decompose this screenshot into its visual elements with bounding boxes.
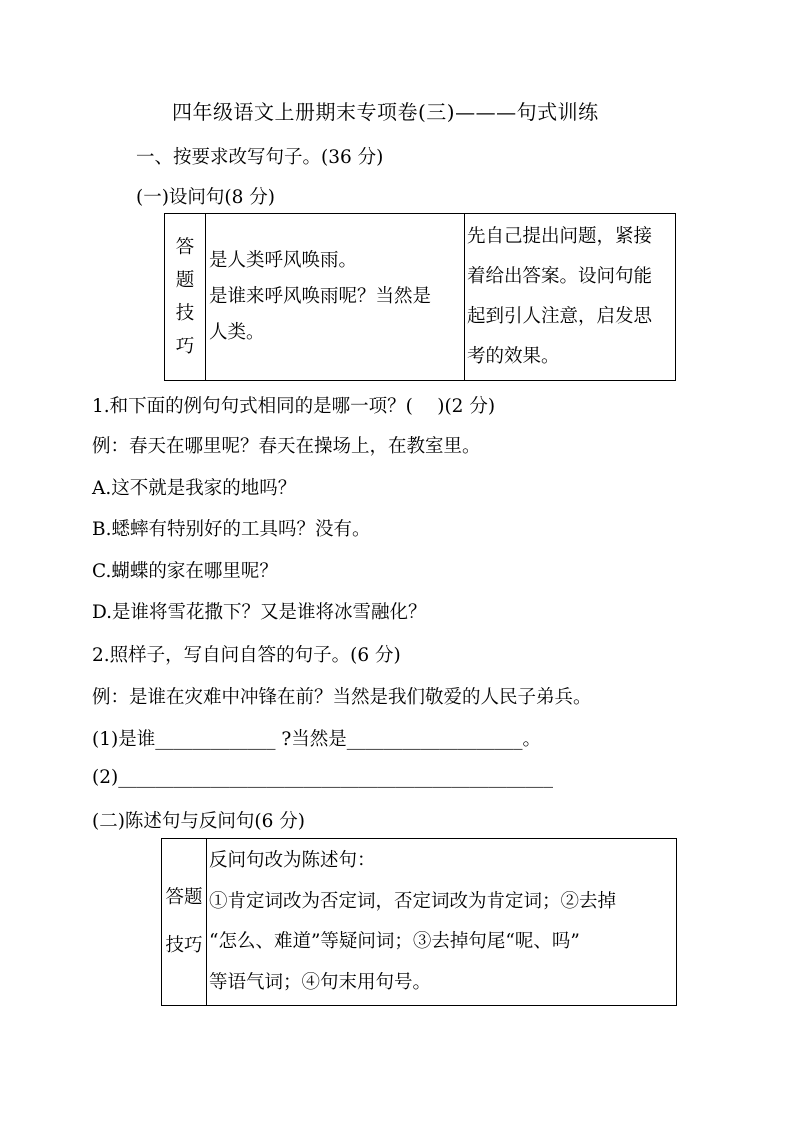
section-1-heading: 一、按要求改写句子。(36 分): [136, 147, 384, 168]
tip-line: 反问句改为陈述句：: [209, 850, 376, 871]
question-1-example: 例：春天在哪里呢？春天在操场上，在教室里。: [92, 436, 481, 457]
example-line: 是谁来呼风唤雨呢？当然是: [209, 286, 432, 307]
tips-label-char: 技: [175, 303, 195, 324]
question-1-option-d: D.是谁将雪花撒下？又是谁将冰雪融化？: [92, 602, 427, 623]
tip-line: 等语气词；④句末用句号。: [209, 971, 432, 993]
tips-label-char: 题: [175, 270, 195, 291]
question-1-prompt: 1.和下面的例句句式相同的是哪一项？( )(2 分): [92, 396, 496, 417]
tips-cell: [465, 214, 676, 381]
tips-label-char: 答: [175, 237, 195, 258]
tip-line: ①肯定词改为否定词，否定词改为肯定词；②去掉: [209, 890, 617, 912]
part-1-heading: (一)设问句(8 分): [136, 187, 276, 208]
tip-line: 考的效果。: [467, 346, 560, 367]
tips-label-line: 技巧: [165, 935, 203, 956]
tips-label-line: 答题: [165, 887, 203, 908]
question-2-answer-line-1[interactable]: (1)是谁_____________ ?当然是___________________。: [92, 729, 542, 750]
question-2-answer-line-2[interactable]: (2)_______________________________________________: [92, 767, 553, 788]
tips-cell: [207, 839, 677, 1006]
example-line: 人类。: [209, 322, 265, 343]
example-line: 是人类呼风唤雨。: [209, 250, 358, 271]
part-2-heading: (二)陈述句与反问句(6 分): [92, 811, 306, 832]
question-1-option-c: C.蝴蝶的家在哪里呢？: [92, 561, 278, 582]
example-cell: [206, 214, 465, 381]
question-1-option-b: B.蟋蟀有特别好的工具吗？没有。: [92, 519, 371, 540]
tip-line: 先自己提出问题，紧接: [467, 226, 653, 247]
tips-label-cell: [165, 214, 206, 381]
tips-label-cell: [162, 839, 207, 1006]
rhetorical-question-tips-box: [164, 213, 676, 381]
question-1-option-a: A.这不就是我家的地吗？: [92, 478, 297, 499]
page-title: 四年级语文上册期末专项卷(三)———句式训练: [172, 100, 599, 124]
tip-line: 着给出答案。设问句能: [467, 266, 653, 287]
tip-line: “怎么、难道”等疑问词；③去掉句尾“呢、吗”: [209, 931, 580, 952]
tip-line: 起到引人注意，启发思: [467, 306, 653, 327]
tips-label-char: 巧: [175, 336, 195, 357]
statement-question-tips-box: [161, 838, 677, 1006]
question-2-prompt: 2.照样子，写自问自答的句子。(6 分): [92, 645, 401, 666]
question-2-example: 例：是谁在灾难中冲锋在前？当然是我们敬爱的人民子弟兵。: [92, 687, 592, 708]
